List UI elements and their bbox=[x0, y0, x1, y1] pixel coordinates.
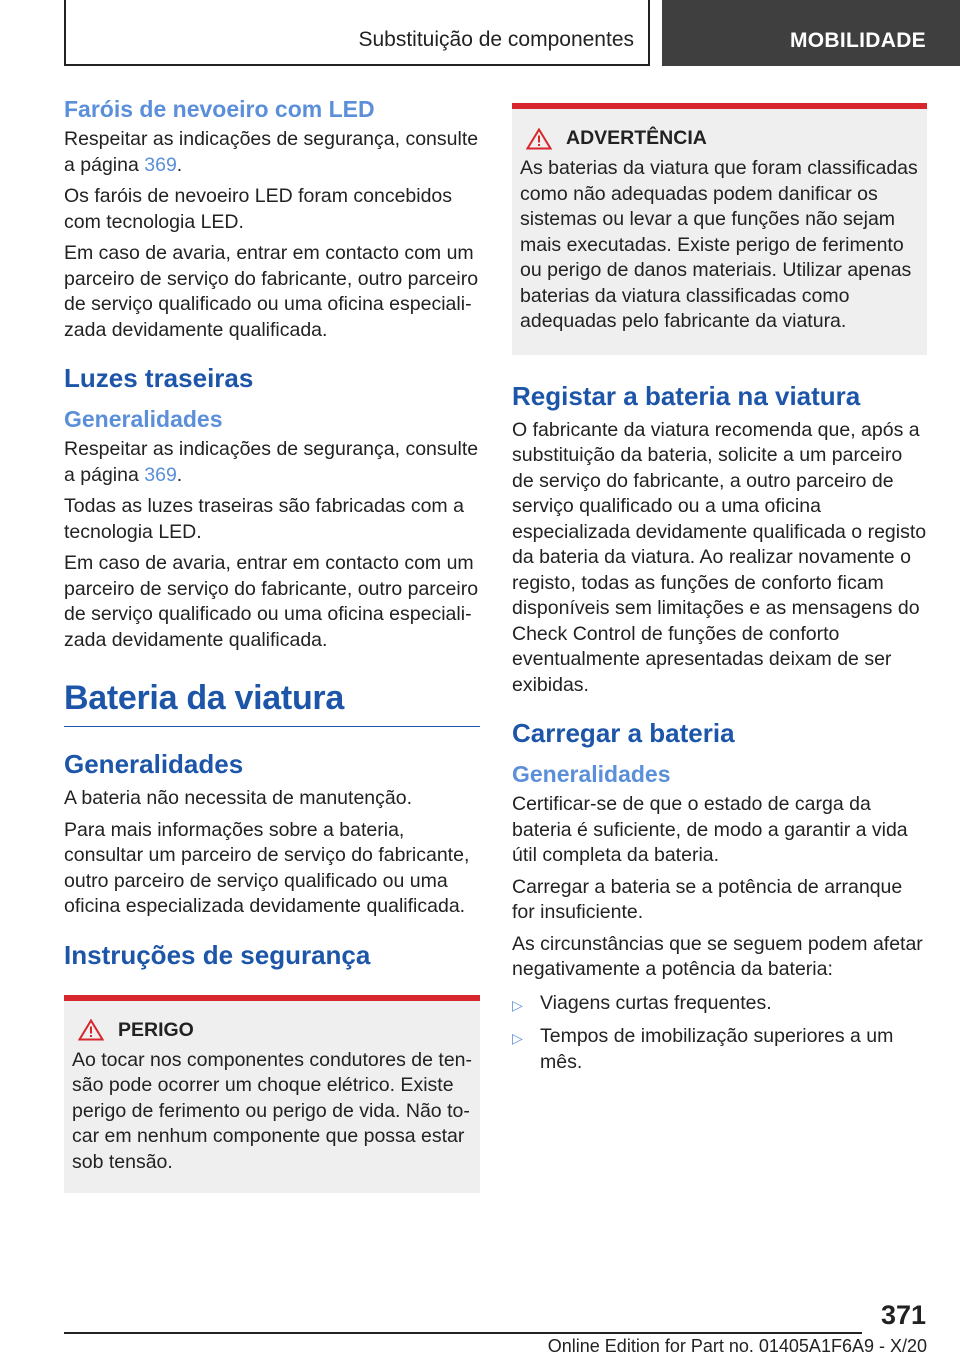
danger-box bbox=[64, 995, 480, 1194]
section-title: MOBILIDADE bbox=[790, 29, 926, 52]
bullet-triangle-icon: ▷ bbox=[512, 1030, 523, 1046]
charge-battery-heading: Carregar a bateria bbox=[512, 718, 735, 748]
rear-general-heading: Generalidades bbox=[64, 406, 223, 432]
danger-text: Ao tocar nos componentes condutores de tensão pode ocorrer um choque elétrico. Existe perigo de ferimento ou perigo de vida. Não tocar em nenhum componente que possa estar sob tensão. bbox=[72, 1048, 473, 1173]
fog-lights-heading: Faróis de nevoeiro com LED bbox=[64, 96, 375, 122]
warning-label: ADVERTÊNCIA bbox=[566, 127, 707, 149]
fog-contact-paragraph: Em caso de avaria, entrar em contacto com um parceiro de serviço do fabricante, outro parceiro de serviço qualificado ou uma oficina especializada devidamente qualificada. bbox=[64, 242, 479, 341]
charge-circumstances-paragraph: As circunstâncias que se seguem podem afetar negativamente a potência da bateria: bbox=[512, 932, 923, 980]
rear-led-paragraph: Todas as luzes traseiras são fabricadas com a tecnologia LED. bbox=[64, 495, 464, 543]
rear-lights-heading: Luzes traseiras bbox=[64, 363, 254, 393]
page-link-369-rear[interactable]: 369 bbox=[144, 463, 177, 486]
footer-divider bbox=[64, 1332, 862, 1334]
footer-edition: Online Edition for Part no. 01405A1F6A9 - X/20 bbox=[547, 1336, 927, 1356]
rear-safety-paragraph: Respeitar as indicações de segurança, consulte a página 369. bbox=[64, 438, 479, 486]
fog-safety-paragraph: Respeitar as indicações de segurança, consulte a página 369. bbox=[64, 128, 479, 176]
bullet-triangle-icon: ▷ bbox=[512, 996, 523, 1013]
warning-box bbox=[512, 103, 927, 355]
fog-led-paragraph: Os faróis de nevoeiro LED foram concebidos com tecnologia LED. bbox=[64, 185, 453, 233]
right-column bbox=[512, 103, 927, 1081]
warning-triangle-icon bbox=[78, 1019, 104, 1041]
header-chapter-box bbox=[64, 0, 650, 66]
battery-heading: Bateria da viatura bbox=[64, 679, 480, 727]
register-battery-heading: Registar a bateria na viatura bbox=[512, 380, 861, 411]
left-column bbox=[64, 96, 480, 1193]
charge-state-paragraph: Certificar-se de que o estado de carga da bateria é suficiente, de modo a garantir a vida útil completa da bateria. bbox=[512, 793, 908, 866]
chapter-title: Substituição de componentes bbox=[358, 28, 634, 51]
warning-triangle-icon bbox=[526, 128, 552, 150]
list-item: ▷ Viagens curtas frequentes. bbox=[512, 991, 927, 1019]
danger-label: PERIGO bbox=[118, 1018, 194, 1041]
charge-general-heading: Generalidades bbox=[512, 761, 671, 787]
charge-start-paragraph: Carregar a bateria se a potência de arranque for insuficiente. bbox=[512, 875, 903, 923]
header-section-tab bbox=[662, 0, 960, 66]
safety-heading: Instruções de segurança bbox=[64, 939, 371, 970]
list-item: ▷ Tempos de imobilização superiores a um mês. bbox=[512, 1024, 927, 1075]
page-link-369[interactable]: 369 bbox=[144, 153, 177, 176]
page-number: 371 bbox=[880, 1300, 926, 1330]
register-paragraph: O fabricante da viatura recomenda que, após a substituição da bateria, solicite a um parceiro de serviço do fabricante, a outro parceiro de serviço qualificado ou a uma oficina especializada devidamente qualificada o registo da bateria da viatura. Ao realizar novamente o registo, todas as funções de conforto ficam disponíveis sem limitações e as mensagens do Check Control de funções de conforto eventualmente apresentadas deixam de ser exibidas. bbox=[512, 418, 927, 696]
circumstances-list bbox=[512, 991, 927, 1076]
battery-general-heading: Generalidades bbox=[64, 749, 244, 779]
battery-maintenance-paragraph: A bateria não necessita de manutenção. bbox=[64, 787, 412, 809]
rear-contact-paragraph: Em caso de avaria, entrar em contacto com um parceiro de serviço do fabricante, outro parceiro de serviço qualificado ou uma oficina especializada devidamente qualificada. bbox=[64, 552, 479, 651]
warning-text: As baterias da viatura que foram classificadas como não adequadas podem danificar os sistemas ou levar a que funções não sejam mais executadas. Existe perigo de ferimento ou perigo de danos materiais. Utilizar apenas baterias da viatura classificadas como adequadas pelo fabricante da viatura. bbox=[520, 157, 918, 332]
battery-info-paragraph: Para mais informações sobre a bateria, consultar um parceiro de serviço do fabricante, outro parceiro de serviço qualificado ou uma oficina especializada devidamente qualificada. bbox=[64, 818, 470, 917]
